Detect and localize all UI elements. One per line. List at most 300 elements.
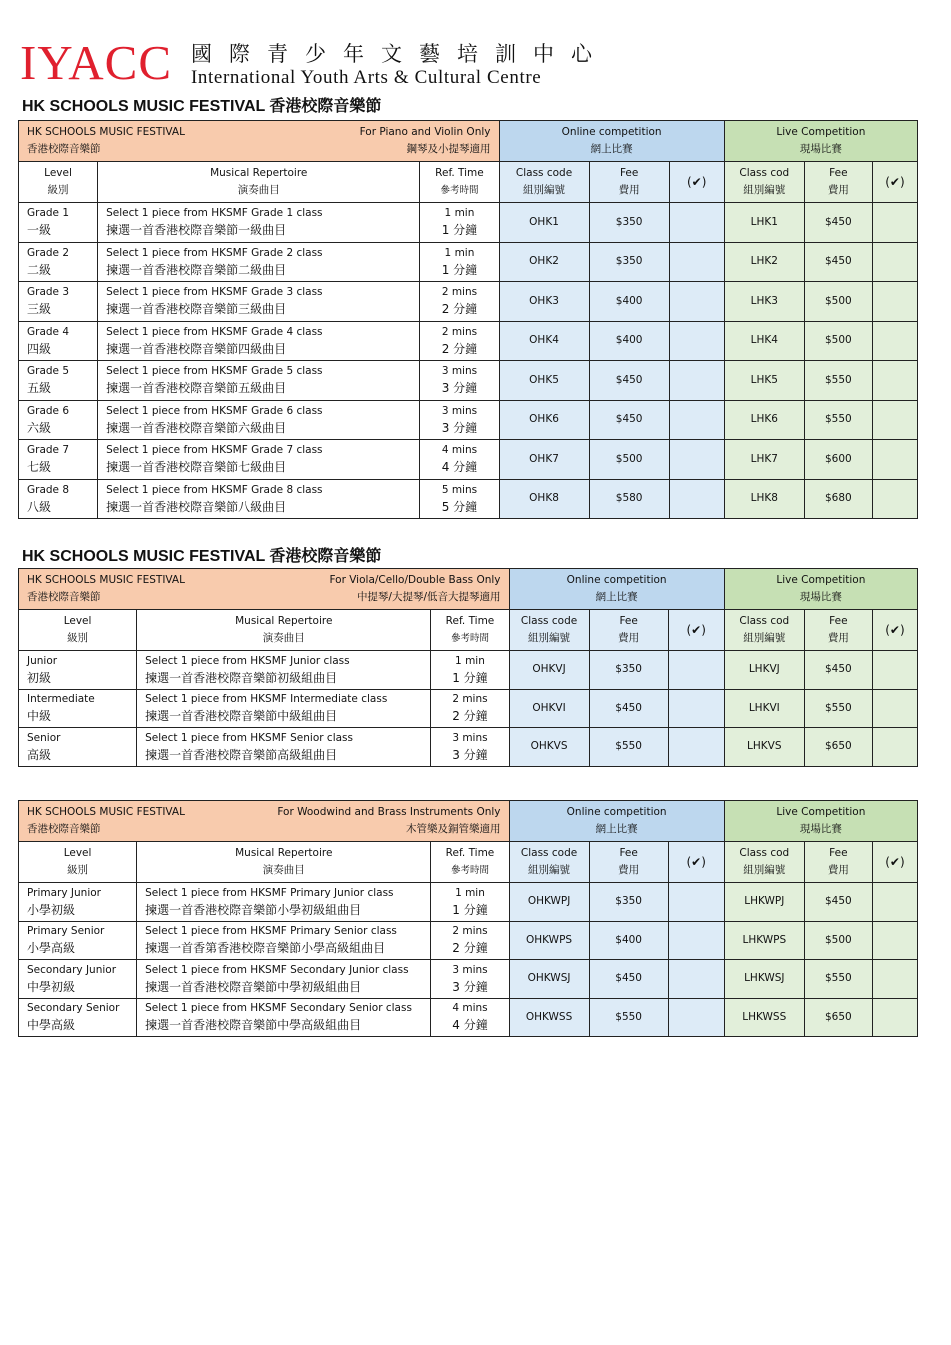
level-cn: 八級 <box>27 499 52 514</box>
ref-time-cell <box>431 883 509 922</box>
live-class-code-header-en: Class cod <box>739 615 790 627</box>
online-fee-cell <box>589 651 668 690</box>
ref-time-en: 3 mins <box>441 404 478 417</box>
level-header <box>19 610 137 651</box>
table-header-top <box>19 121 918 162</box>
online-fee-cell <box>589 361 669 401</box>
online-class-code: OHKWSS <box>525 1010 573 1023</box>
ref-time-en: 1 min <box>444 246 475 259</box>
live-fee-header-cn: 費用 <box>827 864 849 876</box>
online-class-code-header-cn: 組別編號 <box>528 632 571 644</box>
live-label-cn: 現場比賽 <box>799 823 842 835</box>
repertoire-cell <box>137 921 431 960</box>
table-row <box>19 689 918 728</box>
live-fee: $650 <box>824 740 852 753</box>
ref-time-en: 5 mins <box>441 483 478 496</box>
online-class-code: OHK8 <box>529 492 559 505</box>
logo-chinese-name: 國際青少年文藝培訓中心 <box>191 42 609 66</box>
online-fee: $450 <box>615 701 642 714</box>
ref-time-cell <box>431 998 509 1037</box>
level-en: Grade 6 <box>27 404 70 417</box>
online-fee: $350 <box>615 663 642 676</box>
level-header-cn: 級別 <box>67 864 89 876</box>
online-select-checkbox[interactable] <box>669 440 724 480</box>
live-class-code-header-cn: 組別編號 <box>743 184 786 196</box>
ref-time-en: 4 mins <box>441 444 478 457</box>
online-fee-cell <box>589 960 668 999</box>
online-fee: $350 <box>615 215 643 228</box>
online-class-code-cell <box>499 321 589 361</box>
live-label-en: Live Competition <box>776 574 866 586</box>
online-select-checkbox[interactable] <box>668 651 724 690</box>
live-class-code: LHKVJ <box>748 663 780 676</box>
ref-time-cell <box>420 400 499 440</box>
online-label-cn: 網上比賽 <box>590 143 633 155</box>
ref-time-cell <box>431 689 509 728</box>
ref-time-header-cn: 參考時間 <box>450 865 489 876</box>
level-en: Secondary Senior <box>27 1002 120 1015</box>
repertoire-en: Select 1 piece from HKSMF Primary Senior class <box>145 925 397 938</box>
live-class-code-cell <box>724 883 804 922</box>
online-class-code-cell <box>499 479 589 519</box>
online-class-code: OHKWSJ <box>527 972 571 985</box>
repertoire-en: Select 1 piece from HKSMF Secondary Junior class <box>145 963 409 976</box>
ref-time-cn: 3 分鐘 <box>452 979 488 994</box>
ref-time-header <box>431 842 509 883</box>
instrument-scope-cn: 中提琴/大提琴/低音大提琴適用 <box>356 591 501 603</box>
live-select-checkbox[interactable] <box>872 883 917 922</box>
online-select-checkbox[interactable] <box>669 282 724 322</box>
repertoire-en: Select 1 piece from HKSMF Grade 1 class <box>106 207 323 220</box>
level-cell <box>19 203 98 243</box>
live-class-code: LHK8 <box>750 492 778 505</box>
live-fee: $500 <box>824 933 852 946</box>
online-tick-header <box>669 162 724 203</box>
online-class-code-header-cn: 組別編號 <box>528 864 571 876</box>
online-select-checkbox[interactable] <box>669 242 724 282</box>
online-class-code-cell <box>509 689 589 728</box>
online-fee: $400 <box>615 933 642 946</box>
live-class-code-header-cn: 組別編號 <box>743 632 786 644</box>
repertoire-cn: 揀選一首香港校際音樂節初級組曲目 <box>145 670 338 685</box>
table-row <box>19 203 918 243</box>
live-fee-header <box>804 610 872 651</box>
live-class-code-cell <box>724 440 804 480</box>
level-en: Grade 5 <box>27 365 70 378</box>
online-fee-header-en: Fee <box>619 615 638 627</box>
live-select-checkbox[interactable] <box>872 998 917 1037</box>
online-label-en: Online competition <box>561 126 662 138</box>
level-cell <box>19 921 137 960</box>
online-tick-header <box>668 842 724 883</box>
online-fee: $580 <box>615 492 643 505</box>
repertoire-cn: 揀選一首香港校際音樂節小學初級組曲目 <box>145 902 362 917</box>
live-select-checkbox[interactable] <box>872 921 917 960</box>
table-column-headers <box>19 610 918 651</box>
check-mark-icon: (✔) <box>686 854 706 869</box>
live-class-code: LHKVI <box>748 701 780 714</box>
level-cn: 小學初級 <box>27 902 76 917</box>
instrument-scope-cn: 鋼琴及小提琴適用 <box>406 143 491 155</box>
online-fee-cell <box>589 321 669 361</box>
repertoire-cell <box>98 242 420 282</box>
festival-header <box>19 801 510 842</box>
online-select-checkbox[interactable] <box>668 883 724 922</box>
live-class-code-cell <box>724 728 804 767</box>
live-label-en: Live Competition <box>776 126 866 138</box>
repertoire-cell <box>98 203 420 243</box>
strings-table <box>18 568 918 767</box>
online-class-code: OHKWPJ <box>527 895 571 908</box>
ref-time-cn: 4 分鐘 <box>452 1018 488 1033</box>
piano-violin-table <box>18 120 918 519</box>
online-select-checkbox[interactable] <box>668 998 724 1037</box>
level-cn: 一級 <box>27 223 52 238</box>
repertoire-cn: 揀選一首香港校際音樂節六級曲目 <box>106 420 287 435</box>
ref-time-cn: 2 分鐘 <box>452 709 488 724</box>
live-class-code: LHK3 <box>750 294 778 307</box>
ref-time-cell <box>420 361 499 401</box>
live-class-code: LHKWSJ <box>744 972 785 985</box>
table-row <box>19 440 918 480</box>
live-fee: $680 <box>824 492 852 505</box>
ref-time-en: 2 mins <box>441 325 478 338</box>
repertoire-cn: 揀選一首香港校際音樂節五級曲目 <box>106 381 287 396</box>
live-class-code: LHK4 <box>750 334 778 347</box>
online-fee-cell <box>589 728 668 767</box>
online-select-checkbox[interactable] <box>668 728 724 767</box>
ref-time-cell <box>431 728 509 767</box>
table-row <box>19 282 918 322</box>
live-select-checkbox[interactable] <box>872 479 917 519</box>
online-class-code-cell <box>499 242 589 282</box>
level-header-en: Level <box>63 847 92 859</box>
online-fee-cell <box>589 400 669 440</box>
table-column-headers <box>19 162 918 203</box>
repertoire-header-en: Musical Repertoire <box>210 167 308 179</box>
live-select-checkbox[interactable] <box>872 321 917 361</box>
live-class-code: LHK1 <box>750 215 778 228</box>
table-row <box>19 728 918 767</box>
ref-time-cn: 2 分鐘 <box>441 302 478 317</box>
online-fee: $400 <box>615 294 643 307</box>
live-select-checkbox[interactable] <box>872 728 917 767</box>
ref-time-cell <box>420 479 499 519</box>
ref-time-header-cn: 參考時間 <box>440 185 479 196</box>
online-class-code-header <box>499 162 589 203</box>
ref-time-cell <box>420 321 499 361</box>
online-class-code: OHKVJ <box>532 663 566 676</box>
logo-mark: IYACC <box>20 35 173 90</box>
level-header-en: Level <box>44 167 72 179</box>
online-fee-header-en: Fee <box>619 847 638 859</box>
online-class-code-cell <box>509 998 589 1037</box>
online-class-code: OHKVI <box>532 701 566 714</box>
online-fee-header-cn: 費用 <box>618 184 640 196</box>
live-select-checkbox[interactable] <box>872 282 917 322</box>
instrument-scope-en: For Woodwind and Brass Instruments Only <box>277 806 501 818</box>
online-class-code-cell <box>499 282 589 322</box>
online-fee: $500 <box>615 452 643 465</box>
online-tick-header <box>668 610 724 651</box>
online-class-code-cell <box>509 651 589 690</box>
repertoire-en: Select 1 piece from HKSMF Secondary Senior class <box>145 1002 412 1015</box>
live-class-code: LHKVS <box>747 740 782 753</box>
live-select-checkbox[interactable] <box>872 960 917 999</box>
repertoire-en: Select 1 piece from HKSMF Grade 8 class <box>106 483 323 496</box>
level-en: Senior <box>27 731 61 744</box>
level-cn: 中級 <box>27 709 52 724</box>
ref-time-en: 3 mins <box>452 963 488 976</box>
live-fee: $450 <box>824 663 852 676</box>
repertoire-header-cn: 演奏曲目 <box>262 632 305 644</box>
ref-time-header-cn: 參考時間 <box>450 633 489 644</box>
ref-time-en: 4 mins <box>452 1002 488 1015</box>
online-select-checkbox[interactable] <box>669 479 724 519</box>
live-fee-header-en: Fee <box>829 167 848 179</box>
live-fee-header <box>804 842 872 883</box>
live-class-code-header <box>724 842 804 883</box>
online-fee-cell <box>589 440 669 480</box>
table-row <box>19 361 918 401</box>
online-label-cn: 網上比賽 <box>595 823 638 835</box>
live-class-code-cell <box>724 242 804 282</box>
ref-time-cn: 4 分鐘 <box>441 460 478 475</box>
repertoire-header-en: Musical Repertoire <box>235 847 333 859</box>
level-en: Primary Senior <box>27 925 105 938</box>
online-class-code-cell <box>509 921 589 960</box>
live-fee-header-cn: 費用 <box>827 184 849 196</box>
online-select-checkbox[interactable] <box>668 960 724 999</box>
level-header-en: Level <box>63 615 92 627</box>
ref-time-en: 1 min <box>444 207 475 220</box>
live-fee-cell <box>804 728 872 767</box>
check-mark-icon: (✔) <box>885 622 905 637</box>
live-fee: $550 <box>824 373 852 386</box>
live-class-code: LHK6 <box>750 413 778 426</box>
woodwind-brass-table <box>18 800 918 1037</box>
ref-time-cn: 3 分鐘 <box>441 420 478 435</box>
online-fee: $350 <box>615 895 642 908</box>
online-class-code: OHK4 <box>529 334 559 347</box>
ref-time-cell <box>420 242 499 282</box>
repertoire-cn: 揀選一首香港校際音樂節二級曲目 <box>106 262 287 277</box>
ref-time-cn: 2 分鐘 <box>452 941 488 956</box>
live-class-code: LHKWPJ <box>744 895 785 908</box>
level-cn: 初級 <box>27 670 52 685</box>
level-cell <box>19 440 98 480</box>
online-fee-header <box>589 842 668 883</box>
level-cn: 高級 <box>27 747 52 762</box>
level-en: Grade 2 <box>27 246 70 259</box>
level-en: Grade 7 <box>27 444 70 457</box>
festival-name-en: HK SCHOOLS MUSIC FESTIVAL <box>27 574 185 586</box>
online-select-checkbox[interactable] <box>668 921 724 960</box>
ref-time-header <box>431 610 509 651</box>
instrument-scope-cn: 木管樂及銅管樂適用 <box>406 823 501 835</box>
repertoire-cn: 揀選一首香港校際音樂節中學高級組曲目 <box>145 1018 362 1033</box>
online-class-code: OHK2 <box>529 255 559 268</box>
live-competition-header <box>724 569 917 610</box>
level-header-cn: 級別 <box>47 184 69 196</box>
ref-time-cn: 1 分鐘 <box>441 262 478 277</box>
level-cell <box>19 321 98 361</box>
online-class-code: OHK5 <box>529 373 559 386</box>
level-cell <box>19 361 98 401</box>
table-row <box>19 883 918 922</box>
live-class-code-cell <box>724 921 804 960</box>
live-fee-cell <box>804 203 872 243</box>
level-cell <box>19 400 98 440</box>
level-cell <box>19 998 137 1037</box>
repertoire-en: Select 1 piece from HKSMF Grade 3 class <box>106 286 323 299</box>
check-mark-icon: (✔) <box>885 174 905 189</box>
festival-name-cn: 香港校際音樂節 <box>27 591 101 603</box>
live-class-code-header-cn: 組別編號 <box>743 864 786 876</box>
check-mark-icon: (✔) <box>686 622 706 637</box>
live-fee-cell <box>804 479 872 519</box>
live-select-checkbox[interactable] <box>872 242 917 282</box>
live-select-checkbox[interactable] <box>872 689 917 728</box>
level-cn: 中學高級 <box>27 1018 76 1033</box>
online-competition-header <box>499 121 724 162</box>
ref-time-cell <box>431 921 509 960</box>
online-fee-header <box>589 610 668 651</box>
online-select-checkbox[interactable] <box>669 400 724 440</box>
live-fee: $650 <box>824 1010 852 1023</box>
ref-time-header-en: Ref. Time <box>435 167 484 179</box>
table-row <box>19 479 918 519</box>
online-select-checkbox[interactable] <box>669 203 724 243</box>
ref-time-cn: 3 分鐘 <box>441 381 478 396</box>
ref-time-en: 3 mins <box>441 365 478 378</box>
live-class-code: LHK5 <box>750 373 778 386</box>
ref-time-cell <box>420 440 499 480</box>
online-class-code-cell <box>499 400 589 440</box>
live-fee-cell <box>804 883 872 922</box>
live-select-checkbox[interactable] <box>872 361 917 401</box>
ref-time-header-en: Ref. Time <box>445 615 495 627</box>
live-class-code-header <box>724 162 804 203</box>
online-fee-header <box>589 162 669 203</box>
repertoire-cell <box>137 651 431 690</box>
online-select-checkbox[interactable] <box>668 689 724 728</box>
section2-title: HK SCHOOLS MUSIC FESTIVAL 香港校際音樂節 <box>22 548 382 565</box>
live-class-code: LHK2 <box>750 255 778 268</box>
live-select-checkbox[interactable] <box>872 651 917 690</box>
level-header <box>19 162 98 203</box>
repertoire-cn: 揀選一首香港校際音樂節中級組曲目 <box>145 709 338 724</box>
online-fee-cell <box>589 479 669 519</box>
live-class-code-cell <box>724 321 804 361</box>
live-fee: $550 <box>824 701 852 714</box>
online-class-code: OHK7 <box>529 452 559 465</box>
repertoire-header-en: Musical Repertoire <box>235 615 333 627</box>
level-cell <box>19 689 137 728</box>
online-class-code-cell <box>509 960 589 999</box>
repertoire-cell <box>98 321 420 361</box>
repertoire-cell <box>137 883 431 922</box>
table-row <box>19 651 918 690</box>
level-en: Grade 3 <box>27 286 70 299</box>
live-class-code-header-en: Class cod <box>739 847 790 859</box>
live-class-code-cell <box>724 960 804 999</box>
live-fee-cell <box>804 361 872 401</box>
online-select-checkbox[interactable] <box>669 321 724 361</box>
ref-time-header <box>420 162 499 203</box>
online-label-cn: 網上比賽 <box>595 591 638 603</box>
level-cn: 三級 <box>27 302 52 317</box>
online-fee-header-cn: 費用 <box>618 632 640 644</box>
live-fee-cell <box>804 651 872 690</box>
level-cn: 小學高級 <box>27 941 76 956</box>
repertoire-cell <box>137 998 431 1037</box>
live-select-checkbox[interactable] <box>872 203 917 243</box>
online-fee: $450 <box>615 413 643 426</box>
online-fee-cell <box>589 689 668 728</box>
level-cn: 六級 <box>27 420 52 435</box>
online-class-code: OHK3 <box>529 294 559 307</box>
festival-name-cn: 香港校際音樂節 <box>27 143 101 155</box>
online-class-code-cell <box>499 203 589 243</box>
ref-time-en: 2 mins <box>452 693 488 706</box>
live-select-checkbox[interactable] <box>872 440 917 480</box>
live-fee-cell <box>804 282 872 322</box>
live-fee-cell <box>804 998 872 1037</box>
live-fee: $450 <box>824 895 852 908</box>
ref-time-cn: 3 分鐘 <box>452 747 488 762</box>
live-class-code: LHKWPS <box>742 933 787 946</box>
live-fee-cell <box>804 921 872 960</box>
repertoire-en: Select 1 piece from HKSMF Grade 4 class <box>106 325 323 338</box>
online-class-code-header <box>509 842 589 883</box>
online-class-code-header-en: Class code <box>520 615 578 627</box>
online-fee: $450 <box>615 373 643 386</box>
level-header-cn: 級別 <box>67 632 89 644</box>
repertoire-cn: 揀選一首香港校際音樂節四級曲目 <box>106 341 287 356</box>
check-mark-icon: (✔) <box>687 174 707 189</box>
level-en: Junior <box>27 654 58 667</box>
online-label-en: Online competition <box>566 806 667 818</box>
live-fee: $450 <box>824 255 852 268</box>
live-competition-header <box>724 801 917 842</box>
instrument-scope-en: For Piano and Violin Only <box>359 126 491 138</box>
ref-time-cn: 1 分鐘 <box>452 670 488 685</box>
online-fee: $400 <box>615 334 643 347</box>
live-fee-cell <box>804 440 872 480</box>
table-row <box>19 242 918 282</box>
level-cell <box>19 883 137 922</box>
live-fee: $450 <box>824 215 852 228</box>
section1-title: HK SCHOOLS MUSIC FESTIVAL 香港校際音樂節 <box>22 98 382 115</box>
repertoire-en: Select 1 piece from HKSMF Grade 6 class <box>106 404 323 417</box>
online-fee-cell <box>589 242 669 282</box>
live-select-checkbox[interactable] <box>872 400 917 440</box>
online-fee-cell <box>589 282 669 322</box>
online-fee-cell <box>589 203 669 243</box>
live-fee-cell <box>804 960 872 999</box>
level-cell <box>19 960 137 999</box>
live-class-code: LHKWSS <box>742 1010 787 1023</box>
online-select-checkbox[interactable] <box>669 361 724 401</box>
repertoire-en: Select 1 piece from HKSMF Primary Junior class <box>145 886 394 899</box>
live-fee-header-en: Fee <box>829 847 848 859</box>
table-row <box>19 960 918 999</box>
repertoire-en: Select 1 piece from HKSMF Intermediate class <box>145 693 388 706</box>
online-class-code-header <box>509 610 589 651</box>
online-fee-cell <box>589 921 668 960</box>
festival-name-en: HK SCHOOLS MUSIC FESTIVAL <box>27 806 185 818</box>
